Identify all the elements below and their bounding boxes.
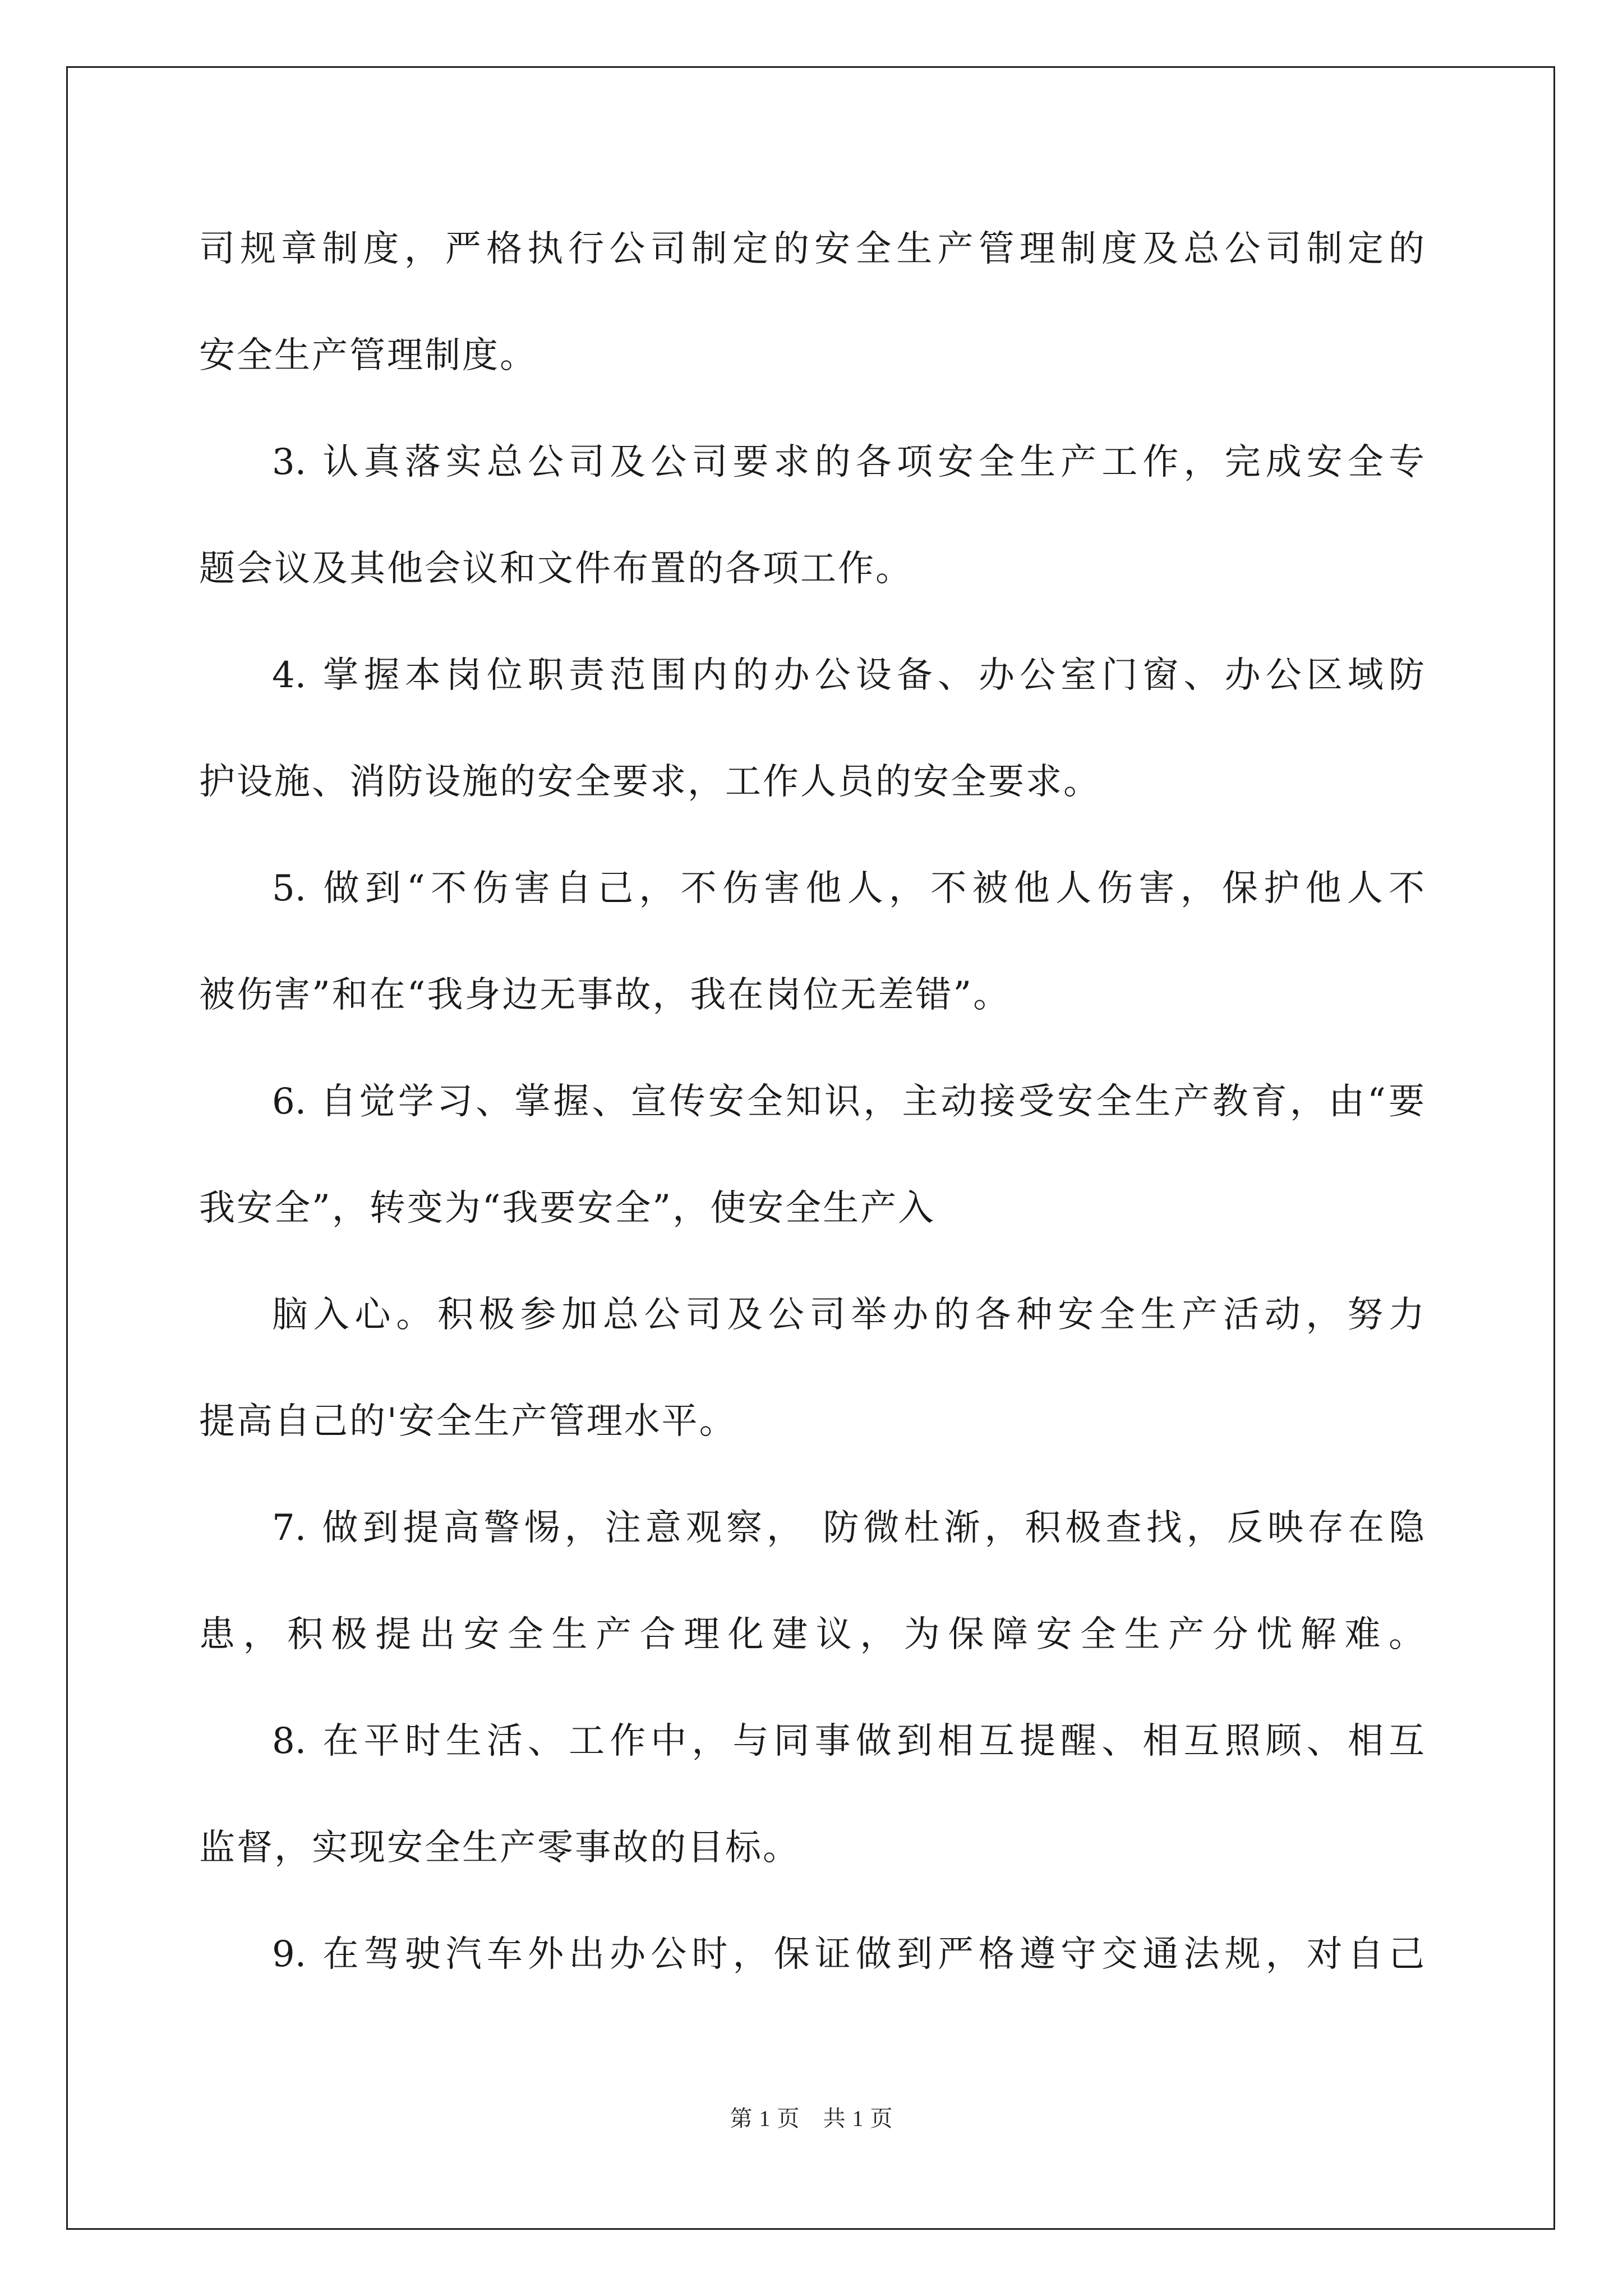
text-line: 3. 认真落实总公司及公司要求的各项安全生产工作，完成安全专: [272, 441, 1424, 483]
text-line: 司规章制度，严格执行公司制定的安全生产管理制度及总公司制定的: [199, 228, 1424, 270]
text-line: 6. 自觉学习、掌握、宣传安全知识，主动接受安全生产教育，由“要: [272, 1081, 1424, 1122]
text-line: 9. 在驾驶汽车外出办公时，保证做到严格遵守交通法规，对自己: [272, 1934, 1424, 1975]
text-line: 护设施、消防设施的安全要求，工作人员的安全要求。: [199, 761, 1101, 803]
page-number-footer: 第 1 页 共 1 页: [730, 2106, 893, 2131]
text-line: 患，积极提出安全生产合理化建议，为保障安全生产分忧解难。: [199, 1614, 1424, 1655]
text-line: 脑入心。积极参加总公司及公司举办的各种安全生产活动，努力: [272, 1294, 1424, 1336]
text-line: 8. 在平时生活、工作中，与同事做到相互提醒、相互照顾、相互: [272, 1720, 1424, 1762]
text-line: 提高自己的'安全生产管理水平。: [199, 1401, 737, 1442]
text-line: 4. 掌握本岗位职责范围内的办公设备、办公室门窗、办公区域防: [272, 655, 1424, 696]
page-border: [66, 66, 1555, 2230]
text-line: 5. 做到“不伤害自己，不伤害他人，不被他人伤害，保护他人不: [272, 868, 1424, 909]
text-line: 监督，实现安全生产零事故的目标。: [199, 1827, 800, 1869]
text-line: 题会议及其他会议和文件布置的各项工作。: [199, 548, 913, 590]
text-line: 安全生产管理制度。: [199, 335, 537, 376]
text-line: 被伤害”和在“我身边无事故，我在岗位无差错”。: [199, 974, 1011, 1016]
text-line: 7. 做到提高警惕，注意观察， 防微杜渐，积极查找，反映存在隐: [272, 1507, 1424, 1549]
text-line: 我安全”，转变为“我要安全”，使安全生产入: [199, 1188, 936, 1229]
